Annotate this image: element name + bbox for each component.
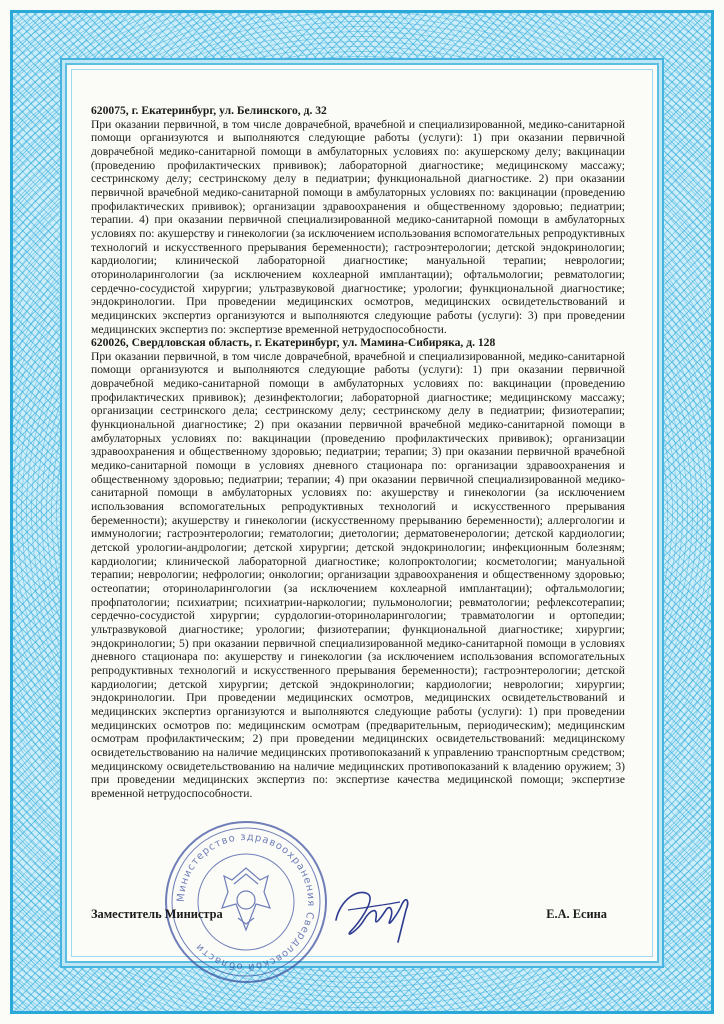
address-heading-2: 620026, Свердловская область, г. Екатеринбург, ул. Мамина-Сибиряка, д. 128 bbox=[91, 336, 496, 350]
handwritten-signature-icon bbox=[328, 880, 418, 950]
svg-text:Министерство здравоохранения С bbox=[176, 832, 316, 972]
seal-text: Министерство здравоохранения Свердловской области bbox=[175, 831, 317, 973]
services-paragraph-1: При оказании первичной, в том числе доврачебной, врачебной и специализированной, медико-санитарной помощи организуются и выполняются следующие работы (услуги): 1) при оказании первичной доврачебной медико-санитарной помощи в амбулаторных условиях по: акушерскому делу; вакцинации (проведению профилактических прививок); лабораторной диагностике; медицинскому массажу; сестринскому делу; сестринскому делу в педиатрии; функциональной диагностике. 2) при оказании первичной врачебной медико-санитарной помощи в амбулаторных условиях по: вакцинации (проведению профилактических прививок); организации здравоохранения и общественному здоровью; педиатрии; терапии. 4) при оказании первичной специализированной медико-санитарной помощи в амбулаторных условиях по: акушерству и гинекологии (за исключением использования вспомогательных репродуктивных технологий и искусственного прерывания беременности); гастроэнтерологии; детской эндокринологии; кардиологии; клинической лабораторной диагностике; мануальной терапии; неврологии; оториноларингологии (за исключением кохлеарной имплантации); офтальмологии; ревматологии; сердечно-сосудистой хирургии; ультразвуковой диагностике; урологии; функциональной диагностике; эндокринологии. При проведении медицинских осмотров, медицинских освидетельствований и медицинских экспертиз организуются и выполняются следующие работы (услуги): 3) при проведении медицинских экспертиз по: экспертизе временной нетрудоспособности. bbox=[91, 117, 625, 336]
official-seal-icon bbox=[162, 818, 330, 986]
services-paragraph-2: При оказании первичной, в том числе доврачебной, врачебной и специализированной, медико-санитарной помощи организуются и выполняются следующие работы (услуги): 1) при оказании первичной доврачебной медико-санитарной помощи в амбулаторных условиях по: вакцинации (проведению профилактических прививок); дезинфектологии; лабораторной диагностике; медицинскому массажу; организации сестринского дела; сестринскому делу; сестринскому делу в педиатрии; физиотерапии; функциональной диагностике; 2) при оказании первичной врачебной медико-санитарной помощи в амбулаторных условиях по: вакцинации (проведению профилактических прививок); организации здравоохранения и общественному здоровью; педиатрии; терапии; 3) при оказании первичной врачебной медико-санитарной помощи в условиях дневного стационара по: организации здравоохранения и общественному здоровью; педиатрии; терапии; 4) при оказании первичной специализированной медико-санитарной помощи в амбулаторных условиях по: акушерству и гинекологии (за исключением использования вспомогательных репродуктивных технологий и искусственного прерывания беременности); акушерству и гинекологии (искусственному прерыванию беременности); аллергологии и иммунологии; гастроэнтерологии; гематологии; диетологии; дерматовенерологии; детской кардиологии; детской урологии-андрологии; детской хирургии; детской эндокринологии; инфекционным болезням; кардиологии; клинической лабораторной диагностике; колопроктологии; косметологии; мануальной терапии; неврологии; нефрологии; онкологии; организации здравоохранения и общественному здоровью; остеопатии; оториноларингологии (за исключением кохлеарной имплантации); офтальмологии; профпатологии; психиатрии; психиатрии-наркологии; пульмонологии; ревматологии; рефлексотерапии; сердечно-сосудистой хирургии; сурдологии-оториноларингологии; травматологии и ортопедии; ультразвуковой диагностике; урологии; физиотерапии; функциональной диагностике; хирургии; эндокринологии; 5) при оказании первичной специализированной медико-санитарной помощи в условиях дневного стационара по: акушерству и гинекологии (за исключением использования вспомогательных репродуктивных технологий и искусственного прерывания беременности); гастроэнтерологии; детской кардиологии; детской хирургии; детской эндокринологии; кардиологии; неврологии; хирургии; эндокринологии. При проведении медицинских осмотров, медицинских освидетельствований и медицинских экспертиз организуются и выполняются следующие работы (услуги): 1) при проведении медицинских осмотров по: медицинским осмотрам (предварительным, периодическим); медицинским осмотрам профилактическим; 2) при проведении медицинских освидетельствований: медицинскому освидетельствованию на наличие медицинских противопоказаний к управлению транспортным средством; медицинскому освидетельствованию на наличие медицинских противопоказаний к владению оружием; 3) при проведении медицинских экспертиз по: экспертизе качества медицинской помощи; экспертизе временной нетрудоспособности. bbox=[91, 349, 625, 800]
signatory-title: Заместитель Министра bbox=[91, 907, 223, 921]
document-body bbox=[91, 104, 625, 800]
address-heading-1: 620075, г. Екатеринбург, ул. Белинского, д. 32 bbox=[91, 104, 327, 117]
signatory-name: Е.А. Есина bbox=[546, 907, 607, 921]
